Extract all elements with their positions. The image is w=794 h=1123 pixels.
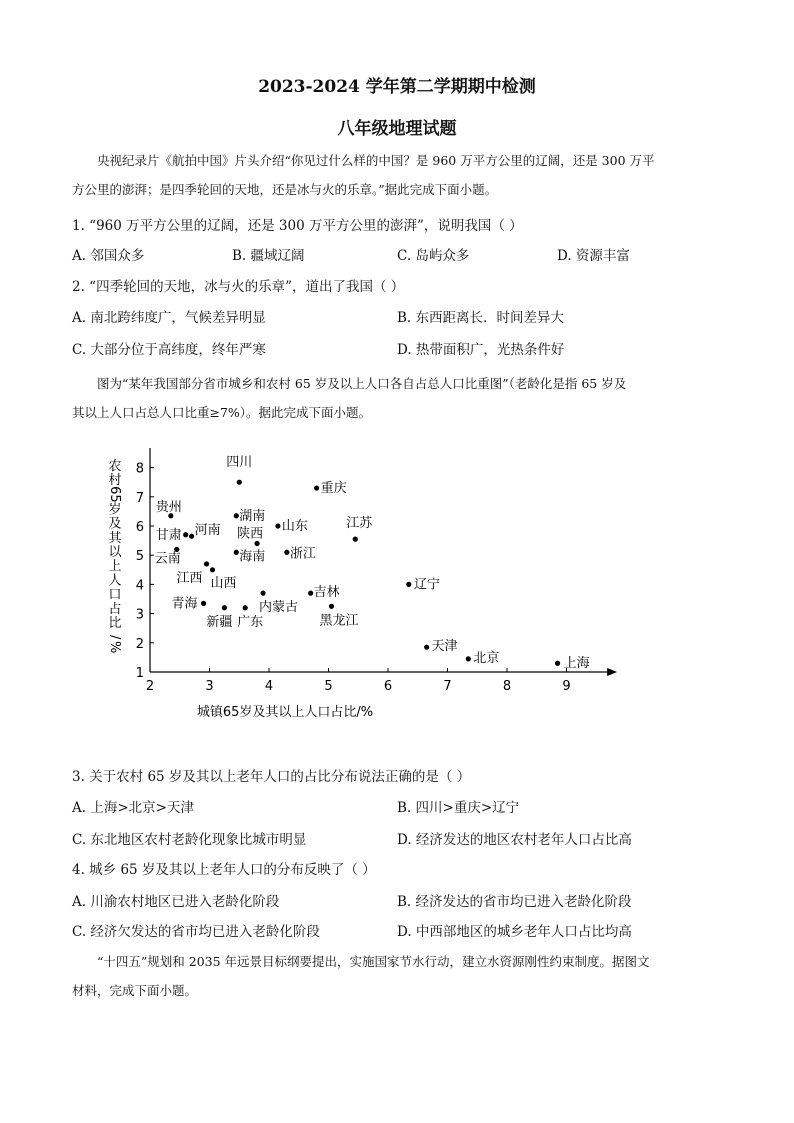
y-tick-label: 6	[135, 520, 144, 535]
chart-axes	[146, 448, 617, 676]
data-point	[314, 485, 319, 490]
y-tick-label: 5	[135, 549, 144, 565]
intro3-line1: “十四五”规划和 2035 年远景目标纲要提出，实施国家节水行动，建立水资源刚性约束制度。据图文	[97, 954, 650, 969]
data-point	[255, 541, 260, 546]
y-axis-label-char: 以	[108, 545, 122, 560]
data-point-label: 河南	[194, 523, 221, 539]
data-point-label: 甘肃	[155, 527, 182, 543]
data-point-label: 重庆	[320, 481, 347, 497]
data-point-label: 浙江	[289, 546, 316, 562]
question-4-stem: 4. 城乡 65 岁及其以上老年人口的分布反映了（ ）	[72, 862, 376, 878]
x-axis-label: 城镇65岁及其以上人口占比/%	[196, 705, 374, 720]
data-point-label: 广东	[237, 614, 264, 630]
data-point-label: 陕西	[237, 526, 264, 542]
exam-title: 2023-2024 学年第二学期期中检测	[258, 77, 536, 97]
question-3-stem: 3. 关于农村 65 岁及其以上老年人口的占比分布说法正确的是（ ）	[72, 769, 471, 785]
q1-option-c[interactable]: C. 岛屿众多	[397, 248, 470, 264]
y-axis-label-char: 占	[108, 601, 122, 617]
x-tick-label: 6	[383, 679, 393, 694]
q4-option-a[interactable]: A. 川渝农村地区已进入老龄化阶段	[72, 894, 280, 910]
y-tick-label: 2	[135, 636, 144, 652]
intro-passage-3	[72, 947, 724, 1005]
data-point-label: 云南	[154, 551, 181, 567]
x-tick-label: 2	[145, 679, 155, 694]
data-point-label: 山东	[281, 519, 308, 534]
data-point	[308, 591, 313, 596]
data-point	[210, 567, 215, 572]
data-point-label: 上海	[563, 656, 590, 672]
scatter-chart	[95, 448, 630, 733]
data-point	[260, 591, 265, 596]
y-axis-label-char: 比	[108, 616, 122, 631]
data-point	[201, 601, 206, 606]
q1-option-a[interactable]: A. 邻国众多	[72, 248, 145, 264]
q4-option-d[interactable]: D. 中西部地区的城乡老年人口占比均高	[397, 924, 632, 940]
y-axis-label-char: 人	[108, 573, 122, 589]
q3-option-c[interactable]: C. 东北地区农村老龄化现象比城市明显	[72, 832, 307, 848]
y-tick-label: 7	[135, 490, 144, 506]
y-axis-label-char: /	[107, 635, 122, 640]
data-point-label: 山西	[210, 575, 237, 591]
q3-option-d[interactable]: D. 经济发达的地区农村老年人口占比高	[397, 832, 632, 848]
data-point	[329, 604, 334, 609]
q2-option-a[interactable]: A. 南北跨纬度广，气候差异明显	[72, 310, 266, 326]
y-axis-label-char: 其	[108, 530, 122, 546]
question-2-stem: 2. “四季轮回的天地，冰与火的乐章”，道出了我国（ ）	[72, 279, 405, 295]
q3-option-a[interactable]: A. 上海>北京>天津	[72, 800, 194, 816]
y-axis-label-group	[107, 459, 122, 653]
q2-option-b[interactable]: B. 东西距离长．时间差异大	[397, 310, 565, 326]
q3-option-b[interactable]: B. 四川>重庆>辽宁	[397, 800, 520, 816]
y-tick-label: 4	[135, 578, 144, 594]
data-point-label: 天津	[431, 639, 458, 655]
y-axis-label-char: 农	[108, 459, 122, 474]
data-point-label: 内蒙古	[259, 600, 299, 616]
y-axis-label-char: 65	[107, 486, 122, 503]
data-point	[237, 480, 242, 485]
data-point-label: 四川	[226, 455, 253, 471]
x-axis-arrow	[607, 668, 617, 676]
data-point-label: 黑龙江	[319, 613, 359, 629]
data-point	[243, 605, 248, 610]
data-point-label: 北京	[473, 650, 500, 666]
data-point	[234, 550, 239, 555]
q1-option-d[interactable]: D. 资源丰富	[557, 248, 630, 264]
y-tick-label: 3	[135, 607, 144, 623]
y-axis-label-char: 及	[108, 516, 122, 532]
data-point-label: 贵州	[155, 499, 182, 515]
y-axis-label-char: 口	[108, 587, 122, 603]
exam-subtitle: 八年级地理试题	[337, 119, 457, 139]
data-point	[183, 532, 188, 537]
intro2-line2: 其以上人口占总人口比重≥7%）。据此完成下面小题。	[72, 405, 372, 420]
x-tick-label: 9	[562, 679, 571, 694]
q2-option-d[interactable]: D. 热带面积广，光热条件好	[397, 342, 565, 358]
y-axis-label-char: 上	[108, 559, 122, 575]
y-tick-label: 8	[135, 461, 144, 477]
data-point-label: 辽宁	[413, 577, 440, 593]
q4-option-c[interactable]: C. 经济欠发达的省市均已进入老龄化阶段	[72, 924, 320, 940]
q4-option-b[interactable]: B. 经济发达的省市均已进入老龄化阶段	[397, 894, 632, 910]
x-tick-label: 5	[324, 679, 333, 694]
intro3-line2: 材料，完成下面小题。	[72, 983, 198, 998]
chart-points	[155, 455, 590, 671]
intro1-line1: 央视纪录片《航拍中国》片头介绍“你见过什么样的中国？是 960 万平方公里的辽阔，还是 300 万平	[97, 153, 655, 168]
x-tick-label: 7	[443, 679, 452, 694]
q1-option-b[interactable]: B. 疆域辽阔	[232, 248, 305, 264]
data-point	[466, 656, 471, 661]
data-point-label: 湖南	[239, 508, 266, 524]
data-point	[424, 645, 429, 650]
y-axis-label-char: %	[107, 641, 122, 654]
intro2-line1: 图为“某年我国部分省市城乡和农村 65 岁及以上人口各自占总人口比重图”（老龄化是指 65 岁及	[97, 376, 627, 391]
x-tick-label: 3	[205, 679, 214, 694]
question-1-stem: 1. “960 万平方公里的辽阔，还是 300 万平方公里的澎湃”，说明我国（ ）	[72, 218, 523, 234]
data-point-label: 吉林	[313, 585, 340, 601]
data-point-label: 新疆	[206, 614, 233, 630]
data-point	[353, 537, 358, 542]
data-point-label: 青海	[171, 596, 198, 612]
data-point-label: 江苏	[346, 516, 373, 532]
data-point	[555, 661, 560, 666]
data-point-label: 海南	[239, 549, 266, 565]
data-point	[275, 523, 280, 528]
x-tick-label: 8	[502, 679, 512, 694]
y-axis-label-char: 岁	[108, 502, 122, 518]
q2-option-c[interactable]: C. 大部分位于高纬度，终年严寒	[72, 342, 266, 358]
intro-passage-2	[72, 369, 724, 427]
intro-passage-1	[72, 146, 724, 204]
data-point	[189, 534, 194, 539]
y-axis-label-char: 村	[108, 473, 122, 489]
x-tick-label: 4	[264, 679, 274, 694]
data-point	[222, 605, 227, 610]
data-point	[406, 582, 411, 587]
data-point	[234, 513, 239, 518]
y-tick-label: 1	[135, 666, 144, 681]
data-point	[284, 550, 289, 555]
intro1-line2: 方公里的澎湃；是四季轮回的天地，还是冰与火的乐章。”据此完成下面小题。	[72, 182, 498, 197]
data-point-label: 江西	[176, 570, 203, 586]
data-point	[204, 561, 209, 566]
